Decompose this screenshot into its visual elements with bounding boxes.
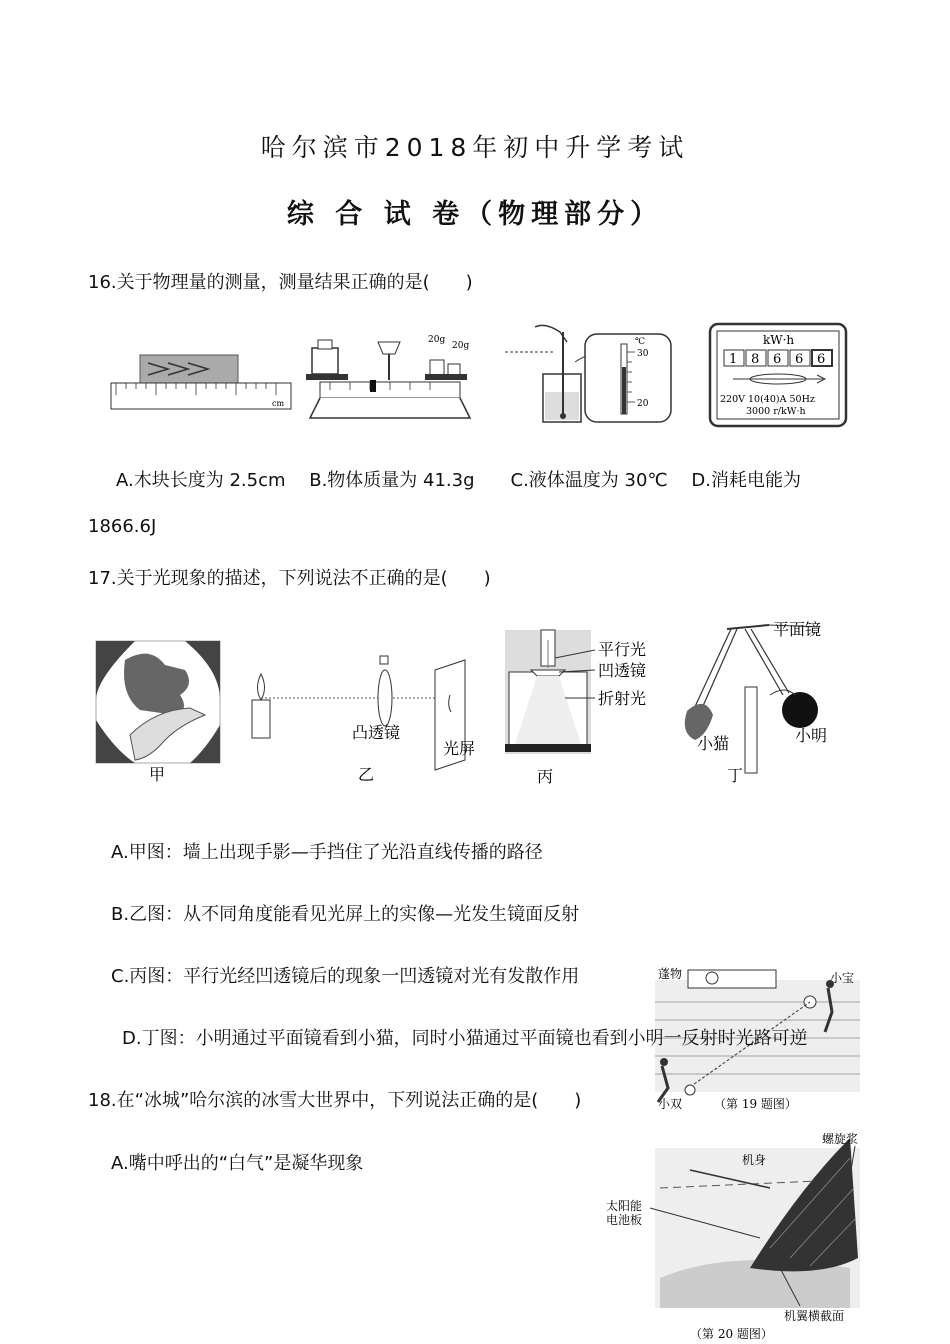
q18-option-a: A.嘴中呼出的“白气”是凝华现象 (111, 1153, 364, 1174)
fig19-label-p1: 小宝 (830, 971, 855, 985)
q17-option-b: B.乙图：从不同角度能看见光屏上的实像—光发生镜面反射 (111, 904, 580, 925)
energy-meter-figure (708, 322, 848, 428)
fig-label-mirror: 平面镜 (773, 620, 822, 639)
meter-spec-1: 220V 10(40)A 50Hz (720, 394, 815, 405)
q17-option-c: C.丙图：平行光经凹透镜后的现象一凹透镜对光有发散作用 (111, 966, 580, 987)
fig-label-parallel: 平行光 (598, 640, 647, 659)
solar-plane-figure (600, 1128, 865, 1342)
balance-figure (300, 330, 480, 425)
weight-label-2: 20g (452, 341, 470, 351)
meter-digit-3: 6 (773, 352, 782, 367)
fig19-caption: （第 19 题图） (714, 1097, 797, 1111)
thermo-unit: ℃ (635, 337, 646, 347)
plane-mirror-figure (665, 615, 845, 787)
q16-options-cont: 1866.6J (88, 516, 157, 537)
ruler-unit: cm (272, 399, 285, 408)
fig-label-ming: 小明 (795, 726, 828, 745)
fig-label-convex: 凸透镜 (352, 723, 401, 742)
convex-lens-figure (240, 640, 490, 790)
meter-digit-2: 8 (751, 352, 760, 367)
fig-label-ding: 丁 (727, 766, 744, 785)
q16-options: A.木块长度为 2.5cm B.物体质量为 41.3g C.液体温度为 30℃ D.消耗电能为 (116, 470, 801, 491)
q16-stem: 16.关于物理量的测量，测量结果正确的是( ) (88, 272, 473, 293)
fig20-label-solar-1: 太阳能 (606, 1199, 643, 1213)
meter-unit: kW·h (763, 333, 795, 347)
fig-label-yi: 乙 (358, 765, 375, 784)
exam-title: 哈尔滨市2018年初中升学考试 (260, 133, 690, 162)
exam-subtitle: 综 合 试 卷（物理部分） (286, 199, 664, 230)
meter-spec-2: 3000 r/kW·h (746, 406, 806, 417)
q17-option-a: A.甲图：墙上出现手影—手挡住了光沿直线传播的路径 (111, 842, 543, 863)
fig-label-refracted: 折射光 (598, 689, 647, 708)
fig20-label-solar-2: 电池板 (606, 1213, 643, 1227)
fig20-caption: （第 20 题图） (690, 1327, 773, 1341)
fig-label-concave: 凹透镜 (598, 661, 647, 680)
meter-digit-1: 1 (729, 352, 738, 367)
q17-stem: 17.关于光现象的描述，下列说法不正确的是( ) (88, 568, 491, 589)
fig-label-jia: 甲 (149, 765, 166, 784)
fig20-label-section: 机翼横截面 (784, 1309, 845, 1323)
weight-label-1: 20g (428, 335, 446, 345)
fig20-label-body: 机身 (742, 1153, 767, 1167)
fig19-label-goal: 蓬物 (658, 967, 683, 981)
fig-label-screen: 光屏 (443, 739, 476, 758)
fig-label-cat: 小猫 (697, 734, 730, 753)
meter-digit-4: 6 (795, 352, 804, 367)
hand-shadow-figure (95, 640, 221, 785)
q17-option-d: D.丁图：小明通过平面镜看到小猫，同时小猫通过平面镜也看到小明一反射时光路可逆 (122, 1028, 808, 1049)
thermo-tick-30: 30 (637, 349, 649, 359)
ruler-figure (108, 355, 293, 415)
fig19-label-p2: 小双 (658, 1097, 683, 1111)
q18-stem: 18.在“冰城”哈尔滨的冰雪大世界中，下列说法正确的是( ) (88, 1090, 582, 1111)
fig-label-bing: 丙 (537, 767, 554, 786)
fig20-label-propeller: 螺旋浆 (822, 1132, 859, 1146)
meter-digit-5: 6 (817, 352, 826, 367)
concave-lens-figure (503, 628, 663, 788)
thermometer-figure (505, 322, 675, 427)
thermo-tick-20: 20 (637, 399, 649, 409)
